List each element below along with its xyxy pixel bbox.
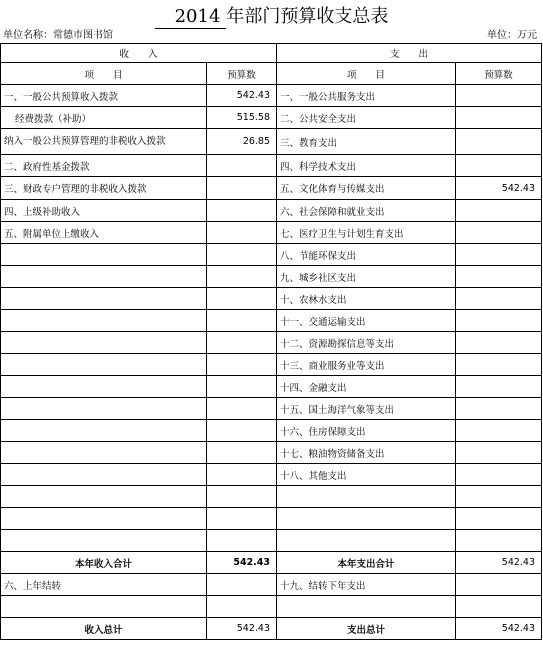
table-row <box>1 177 542 200</box>
table-row <box>1 310 542 332</box>
income-item-cell: 纳入一般公共预算管理的非税收入拨款 <box>1 129 207 155</box>
income-item-cell <box>1 332 207 354</box>
report-title-text: 年部门预算收支总表 <box>226 6 389 27</box>
income-item-cell <box>1 244 207 266</box>
column-header-row <box>1 63 542 85</box>
income-value-cell <box>207 177 277 200</box>
expense-item-cell: 十七、粮油物资储备支出 <box>277 442 456 464</box>
blank-row <box>1 596 542 618</box>
expense-year-total-label: 本年支出合计 <box>277 552 456 574</box>
table-row <box>1 85 542 107</box>
table-row <box>1 508 542 530</box>
income-item-cell <box>1 420 207 442</box>
expense-item-cell: 二、公共安全支出 <box>277 107 456 129</box>
income-value-cell <box>207 288 277 310</box>
expense-item-cell: 十二、资源勘探信息等支出 <box>277 332 456 354</box>
income-value-cell <box>207 155 277 177</box>
expense-value-cell: 542.43 <box>456 177 542 200</box>
income-value-cell <box>207 530 277 552</box>
expense-value-cell <box>456 420 542 442</box>
income-value-cell <box>207 398 277 420</box>
expense-item-cell: 十三、商业服务业等支出 <box>277 354 456 376</box>
income-item-cell <box>1 464 207 486</box>
income-value-cell <box>207 266 277 288</box>
income-item-cell <box>1 376 207 398</box>
income-value-cell: 26.85 <box>207 129 277 155</box>
unit-name: 单位名称：常德市图书馆 <box>3 30 113 41</box>
expense-year-total-value: 542.43 <box>456 552 542 574</box>
income-value-cell <box>207 354 277 376</box>
blank-cell <box>1 596 207 618</box>
blank-cell <box>207 596 277 618</box>
year-total-row <box>1 552 542 574</box>
table-row <box>1 398 542 420</box>
expense-item-cell: 十四、金融支出 <box>277 376 456 398</box>
income-item-cell: 一、一般公共预算收入拨款 <box>1 85 207 107</box>
table-row <box>1 222 542 244</box>
expense-item-cell: 八、节能环保支出 <box>277 244 456 266</box>
table-row <box>1 354 542 376</box>
carry-in-label: 六、上年结转 <box>1 574 207 596</box>
expense-value-cell <box>456 266 542 288</box>
expense-item-cell: 九、城乡社区支出 <box>277 266 456 288</box>
table-row <box>1 266 542 288</box>
income-item-cell <box>1 486 207 508</box>
expense-item-cell: 四、科学技术支出 <box>277 155 456 177</box>
expense-value-cell <box>456 129 542 155</box>
report-title <box>0 4 543 30</box>
table-row <box>1 332 542 354</box>
expense-value-cell <box>456 288 542 310</box>
expense-value-cell <box>456 530 542 552</box>
income-value-cell <box>207 332 277 354</box>
expense-value-cell <box>456 310 542 332</box>
table-row <box>1 376 542 398</box>
income-value-cell <box>207 420 277 442</box>
carry-out-value <box>456 574 542 596</box>
income-grand-total-value: 542.43 <box>207 618 277 640</box>
income-item-header: 项 目 <box>1 63 207 85</box>
expense-value-cell <box>456 486 542 508</box>
expense-item-cell: 十五、国土海洋气象等支出 <box>277 398 456 420</box>
table-row <box>1 200 542 222</box>
expense-item-cell: 一、一般公共服务支出 <box>277 85 456 107</box>
income-value-cell <box>207 200 277 222</box>
section-header-row <box>1 44 542 63</box>
expense-value-cell <box>456 442 542 464</box>
income-value-cell <box>207 244 277 266</box>
budget-table <box>0 43 542 640</box>
blank-cell <box>456 596 542 618</box>
income-value-cell: 515.58 <box>207 107 277 129</box>
expense-value-cell <box>456 222 542 244</box>
expense-item-cell: 十八、其他支出 <box>277 464 456 486</box>
expense-item-cell <box>277 486 456 508</box>
expense-item-cell: 六、社会保障和就业支出 <box>277 200 456 222</box>
expense-item-header: 项 目 <box>277 63 456 85</box>
income-item-cell <box>1 354 207 376</box>
expense-value-cell <box>456 354 542 376</box>
table-row <box>1 107 542 129</box>
table-row <box>1 288 542 310</box>
income-item-cell <box>1 266 207 288</box>
report-year: 2014 <box>155 6 227 29</box>
income-value-cell <box>207 310 277 332</box>
expense-value-cell <box>456 464 542 486</box>
income-item-cell <box>1 508 207 530</box>
expense-grand-total-label: 支出总计 <box>277 618 456 640</box>
expense-value-cell <box>456 85 542 107</box>
income-year-total-value: 542.43 <box>207 552 277 574</box>
income-value-cell <box>207 376 277 398</box>
grand-total-row <box>1 618 542 640</box>
expense-item-cell: 五、文化体育与传媒支出 <box>277 177 456 200</box>
income-value-cell <box>207 222 277 244</box>
expense-value-cell <box>456 107 542 129</box>
income-item-cell <box>1 288 207 310</box>
expense-item-cell: 十六、住房保障支出 <box>277 420 456 442</box>
income-value-cell <box>207 442 277 464</box>
blank-cell <box>277 596 456 618</box>
income-section-header: 收 入 <box>1 44 277 63</box>
income-budget-header: 预算数 <box>207 63 277 85</box>
expense-value-cell <box>456 155 542 177</box>
income-item-cell: 三、财政专户管理的非税收入拨款 <box>1 177 207 200</box>
income-item-cell: 二、政府性基金拨款 <box>1 155 207 177</box>
table-row <box>1 530 542 552</box>
income-item-cell <box>1 310 207 332</box>
income-value-cell <box>207 508 277 530</box>
table-row <box>1 420 542 442</box>
income-item-cell: 五、附属单位上缴收入 <box>1 222 207 244</box>
expense-item-cell: 十一、交通运输支出 <box>277 310 456 332</box>
income-item-cell <box>1 442 207 464</box>
expense-value-cell <box>456 332 542 354</box>
table-row <box>1 464 542 486</box>
income-item-cell <box>1 398 207 420</box>
income-year-total-label: 本年收入合计 <box>1 552 207 574</box>
currency-unit: 单位：万元 <box>487 30 537 41</box>
expense-budget-header: 预算数 <box>456 63 542 85</box>
table-row <box>1 486 542 508</box>
expense-item-cell: 七、医疗卫生与计划生育支出 <box>277 222 456 244</box>
expense-grand-total-value: 542.43 <box>456 618 542 640</box>
expense-item-cell <box>277 530 456 552</box>
income-item-cell <box>1 530 207 552</box>
carry-out-label: 十九、结转下年支出 <box>277 574 456 596</box>
income-value-cell: 542.43 <box>207 85 277 107</box>
expense-value-cell <box>456 508 542 530</box>
income-value-cell <box>207 486 277 508</box>
income-value-cell <box>207 464 277 486</box>
expense-value-cell <box>456 244 542 266</box>
income-item-cell: 四、上级补助收入 <box>1 200 207 222</box>
expense-item-cell: 三、教育支出 <box>277 129 456 155</box>
expense-value-cell <box>456 398 542 420</box>
expense-item-cell: 十、农林水支出 <box>277 288 456 310</box>
carry-over-row <box>1 574 542 596</box>
expense-section-header: 支 出 <box>277 44 542 63</box>
expense-item-cell <box>277 508 456 530</box>
table-row <box>1 129 542 155</box>
expense-value-cell <box>456 200 542 222</box>
income-grand-total-label: 收入总计 <box>1 618 207 640</box>
table-row <box>1 244 542 266</box>
table-row <box>1 442 542 464</box>
income-item-cell: 经费拨款（补助） <box>1 107 207 129</box>
expense-value-cell <box>456 376 542 398</box>
carry-in-value <box>207 574 277 596</box>
table-row <box>1 155 542 177</box>
